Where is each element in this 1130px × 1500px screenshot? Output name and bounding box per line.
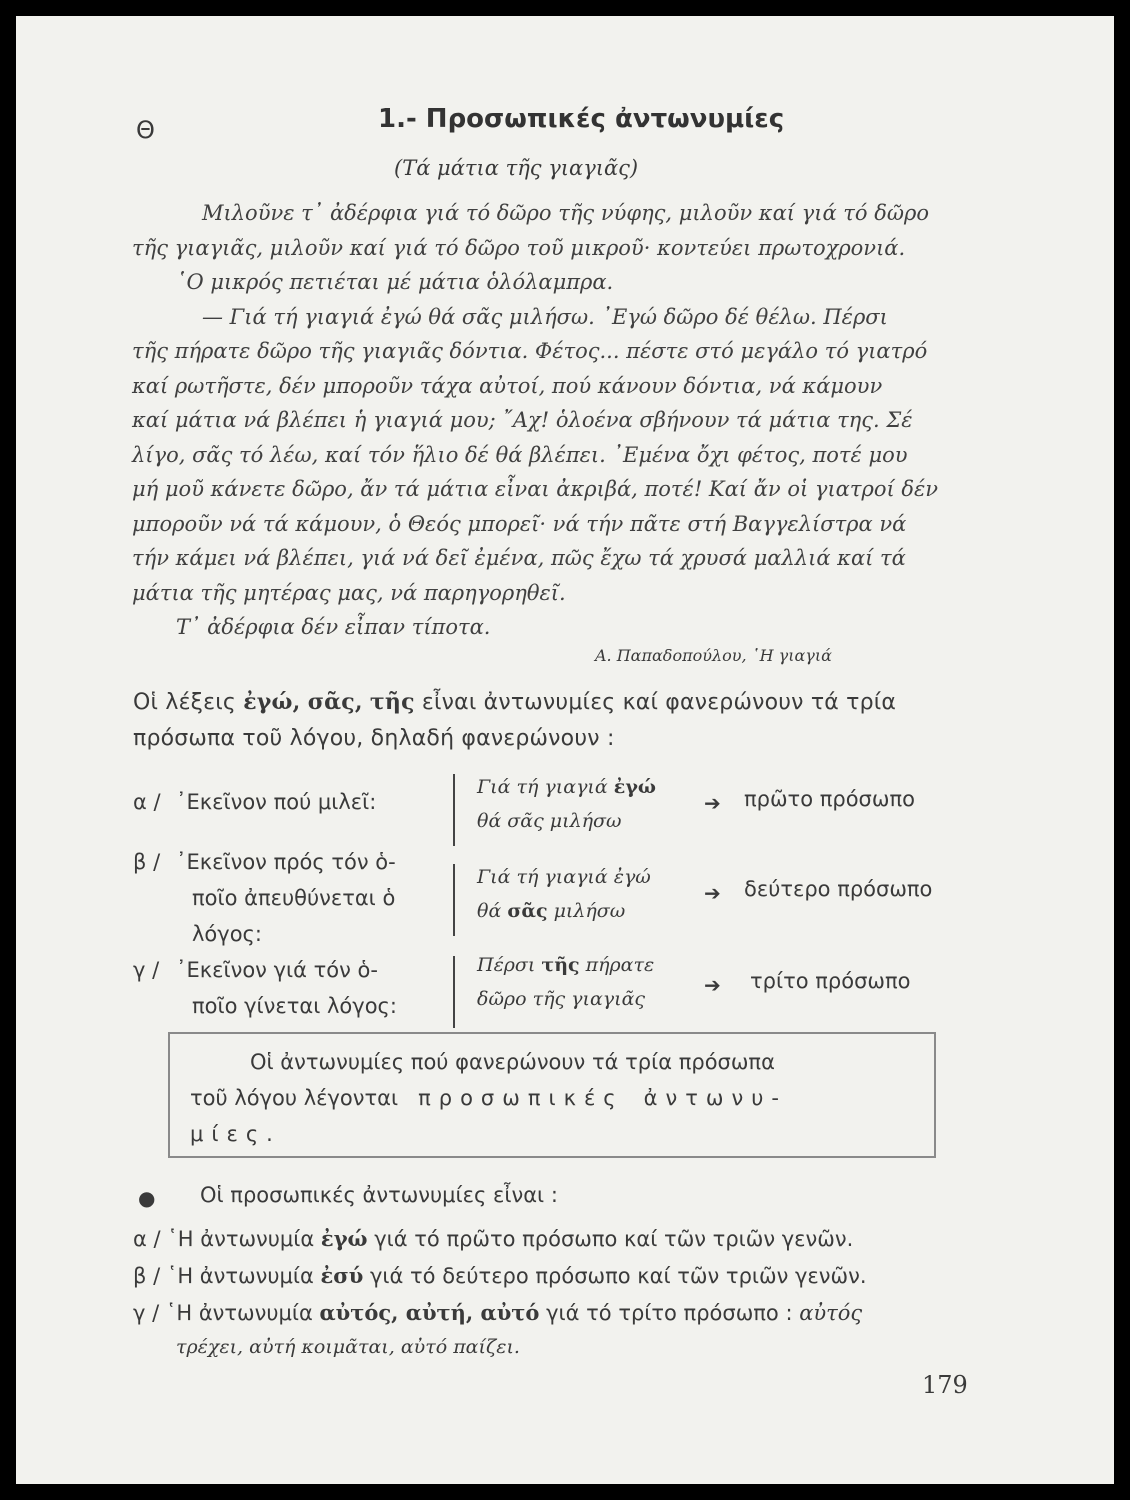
rule-line-3: μίες. <box>190 1122 281 1146</box>
list-example-continued: τρέχει, αὐτή κοιμᾶται, αὐτό παίζει. <box>176 1336 520 1358</box>
person-a-example <box>477 770 656 804</box>
brace <box>453 956 461 1028</box>
person-c-label-1: ᾿Εκεῖνον γιά τόν ὁ- <box>176 958 378 982</box>
intro-prefix: Οἱ λέξεις <box>133 690 244 715</box>
story-line: Τ᾽ ἀδέρφια δέν εἶπαν τίποτα. <box>176 615 491 639</box>
arrow-icon: ➔ <box>704 973 721 997</box>
list-text: ῾Η ἀντωνυμία <box>166 1264 321 1288</box>
list-text: ῾Η ἀντωνυμία <box>167 1227 321 1251</box>
brace <box>453 774 461 846</box>
brace <box>453 864 461 936</box>
intro-line-1 <box>133 684 973 721</box>
story-line: μή μοῦ κάνετε δῶρο, ἄν τά μάτια εἶναι ἀκριβά, ποτέ! Καί ἄν οἱ γιατροί δέν <box>132 477 939 501</box>
intro-line-2: πρόσωπα τοῦ λόγου, δηλαδή φανερώνουν : <box>133 726 615 751</box>
person-c-example-line2: δῶρο τῆς γιαγιᾶς <box>477 988 646 1010</box>
story-line: λίγο, σᾶς τό λέω, καί τόν ἥλιο δέ θά βλέπει. ᾿Εμένα ὄχι φέτος, ποτέ μου <box>132 442 908 467</box>
example-bold-word: ἐγώ <box>613 776 656 798</box>
example-bold-word: σᾶς <box>507 900 548 922</box>
person-a-letter: α / <box>133 790 161 814</box>
story-subtitle: (Τά μάτια τῆς γιαγιᾶς) <box>394 156 639 180</box>
example-text: θά <box>477 900 502 922</box>
rule-line-1: Οἱ ἀντωνυμίες πού φανερώνουν τά τρία πρόσωπα <box>250 1050 775 1074</box>
list-letter: α / <box>133 1227 161 1251</box>
list-bold-word: ἐσύ <box>320 1263 364 1288</box>
list-intro: Οἱ προσωπικές ἀντωνυμίες εἶναι : <box>200 1183 558 1207</box>
story-line: ῾Ο μικρός πετιέται μέ μάτια ὁλόλαμπρα. <box>176 270 614 294</box>
rule-term: προσωπικές <box>418 1086 624 1110</box>
person-b-example-line2 <box>477 894 625 928</box>
list-text: γιά τό δεύτερο πρόσωπο καί τῶν τριῶν γενῶν. <box>363 1264 867 1288</box>
story-line: μάτια τῆς μητέρας μας, νά παρηγορηθεῖ. <box>132 580 566 605</box>
list-item <box>133 1300 862 1325</box>
person-a-label: ᾿Εκεῖνον πού μιλεῖ: <box>176 790 377 814</box>
intro-rest: εἶναι ἀντωνυμίες καί φανερώνουν τά τρία <box>414 690 897 715</box>
person-b-label-3: λόγος: <box>192 922 262 946</box>
list-letter: β / <box>133 1264 161 1288</box>
list-text: γιά τό τρίτο πρόσωπο : <box>539 1301 793 1325</box>
person-b-result: δεύτερο πρόσωπο <box>744 877 933 901</box>
person-a-example-line2: θά σᾶς μιλήσω <box>477 810 622 832</box>
rule-text: τοῦ λόγου λέγονται <box>190 1086 399 1110</box>
person-c-label-2: ποῖο γίνεται λόγος: <box>192 994 397 1018</box>
story-line: Μιλοῦνε τ᾽ ἀδέρφια γιά τό δῶρο τῆς νύφης, μιλοῦν καί γιά τό δῶρο <box>202 201 930 225</box>
story-line: τήν κάμει νά βλέπει, γιά νά δεῖ ἐμένα, πῶς ἔχω τά χρυσά μαλλιά καί τά <box>132 546 906 570</box>
person-b-letter: β / <box>133 850 161 874</box>
example-text: πήρατε <box>585 954 655 976</box>
list-text: ῾Η ἀντωνυμία <box>165 1301 320 1325</box>
story-line: τῆς πήρατε δῶρο τῆς γιαγιᾶς δόντια. Φέτος... πέστε στό μεγάλο τό γιατρό <box>132 339 928 363</box>
person-c-letter: γ / <box>133 958 160 982</box>
arrow-icon: ➔ <box>704 791 721 815</box>
rule-line-2 <box>190 1080 914 1116</box>
person-c-example-line1 <box>477 948 654 982</box>
list-item <box>133 1263 867 1288</box>
rule-term: ἀντωνυ- <box>643 1086 787 1110</box>
intro-word-ego: ἐγώ, <box>243 689 301 715</box>
person-b-label-1: ᾿Εκεῖνον πρός τόν ὁ- <box>176 850 396 874</box>
story-line: — Γιά τή γιαγιά ἐγώ θά σᾶς μιλήσω. ᾿Εγώ δῶρο δέ θέλω. Πέρσι <box>202 304 888 329</box>
intro-word-sas: σᾶς, <box>307 689 363 715</box>
list-item <box>133 1226 853 1251</box>
story-line: καί ρωτῆστε, δέν μποροῦν τάχα αὐτοί, πού κάνουν δόντια, νά κάμουν <box>132 373 883 398</box>
example-text: Γιά τή γιαγιά <box>477 776 608 798</box>
example-text: Πέρσι <box>477 954 536 976</box>
list-bold-word: ἐγώ <box>320 1226 368 1251</box>
intro-word-tis: τῆς <box>369 689 415 715</box>
section-symbol: Θ <box>136 116 155 144</box>
story-line: καί μάτια νά βλέπει ἡ γιαγιά μου; ῎Αχ! ὁλοένα σβήνουν τά μάτια της. Σέ <box>132 408 913 432</box>
example-text: μιλήσω <box>553 900 626 922</box>
arrow-icon: ➔ <box>704 881 721 905</box>
intro-paragraph <box>133 684 973 757</box>
bullet-icon: ● <box>138 1186 156 1210</box>
page-number: 179 <box>922 1371 968 1399</box>
story-text <box>132 196 972 645</box>
rule-box <box>168 1032 936 1158</box>
list-example: αὐτός <box>799 1301 863 1325</box>
textbook-page <box>16 16 1114 1484</box>
list-bold-word: αὐτός, αὐτή, αὐτό <box>319 1300 540 1325</box>
list-letter: γ / <box>133 1301 160 1325</box>
page-title: 1.- Προσωπικές ἀντωνυμίες <box>378 104 785 134</box>
person-b-example-line1: Γιά τή γιαγιά ἐγώ <box>477 866 651 888</box>
example-bold-word: τῆς <box>541 954 580 976</box>
person-a-result: πρῶτο πρόσωπο <box>744 787 915 811</box>
list-text: γιά τό πρῶτο πρόσωπο καί τῶν τριῶν γενῶν. <box>367 1227 854 1251</box>
person-c-result: τρίτο πρόσωπο <box>750 969 911 993</box>
story-line: μποροῦν νά τά κάμουν, ὁ Θεός μπορεῖ· νά τήν πᾶτε στή Βαγγελίστρα νά <box>132 511 907 536</box>
person-b-label-2: ποῖο ἀπευθύνεται ὁ <box>192 886 396 910</box>
story-line: τῆς γιαγιᾶς, μιλοῦν καί γιά τό δῶρο τοῦ μικροῦ· κοντεύει πρωτοχρονιά. <box>132 235 906 260</box>
story-credit: Α. Παπαδοπούλου, ῾Η γιαγιά <box>595 646 832 665</box>
